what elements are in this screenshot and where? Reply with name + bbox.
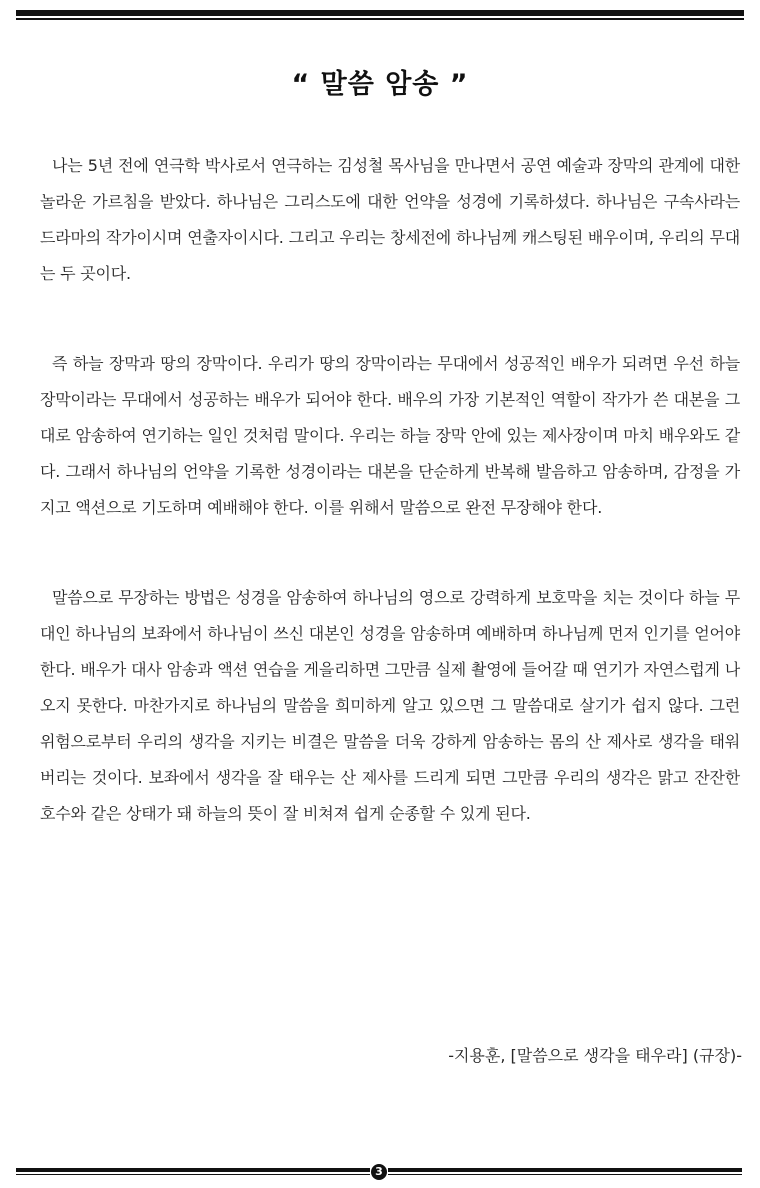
bottom-divider-left-thin	[16, 1174, 370, 1175]
citation: -지용훈, [말씀으로 생각을 태우라] (규장)-	[448, 1046, 742, 1065]
paragraph-2: 즉 하늘 장막과 땅의 장막이다. 우리가 땅의 장막이라는 무대에서 성공적인 배우가 되려면 우선 하늘 장막이라는 무대에서 성공하는 배우가 되어야 한다. 배우의 가장 기본적인 역할이 작가가 쓴 대본을 그대로 암송하여 연기하는 일인 것처럼 말이다. 우리는 하늘 장막 안에 있는 제사장이며 마치 배우와도 같다. 그래서 하나님의 언약을 기록한 성경이라는 대본을 단순하게 반복해 발음하고 암송하며, 감정을 가지고 액션으로 기도하며 예배해야 한다. 이를 위해서 말씀으로 완전 무장해야 한다.	[40, 354, 740, 517]
page-number-badge: 3	[371, 1164, 387, 1180]
paragraph-3: 말씀으로 무장하는 방법은 성경을 암송하여 하나님의 영으로 강력하게 보호막을 치는 것이다 하늘 무대인 하나님의 보좌에서 하나님이 쓰신 대본인 성경을 암송하며 예배하며 하나님께 먼저 인기를 얻어야 한다. 배우가 대사 암송과 액션 연습을 게을리하면 그만큼 실제 촬영에 들어갈 때 연기가 자연스럽게 나오지 못한다. 마찬가지로 하나님의 말씀을 희미하게 알고 있으면 그 말씀대로 살기가 쉽지 않다. 그런 위험으로부터 우리의 생각을 지키는 비결은 말씀을 더욱 강하게 암송하는 몸의 산 제사로 생각을 태워 버리는 것이다. 보좌에서 생각을 잘 태우는 산 제사를 드리게 되면 그만큼 우리의 생각은 맑고 잔잔한 호수와 같은 상태가 돼 하늘의 뜻이 잘 비쳐져 쉽게 순종할 수 있게 된다.	[40, 588, 740, 823]
page-title: “ 말씀 암송 ”	[291, 69, 469, 100]
top-divider	[16, 10, 744, 21]
article-body	[40, 148, 740, 886]
bottom-divider	[16, 1165, 742, 1179]
bottom-divider-left	[16, 1168, 370, 1172]
bottom-divider-right-thin	[388, 1174, 742, 1175]
top-divider-thick	[16, 10, 744, 16]
top-divider-thin	[16, 18, 744, 20]
bottom-divider-right	[388, 1168, 742, 1172]
paragraph-1: 나는 5년 전에 연극학 박사로서 연극하는 김성철 목사님을 만나면서 공연 예술과 장막의 관계에 대한 놀라운 가르침을 받았다. 하나님은 그리스도에 대한 언약을 성경에 기록하셨다. 하나님은 구속사라는 드라마의 작가이시며 연출자이시다. 그리고 우리는 창세전에 하나님께 캐스팅된 배우이며, 우리의 무대는 두 곳이다.	[40, 156, 740, 283]
